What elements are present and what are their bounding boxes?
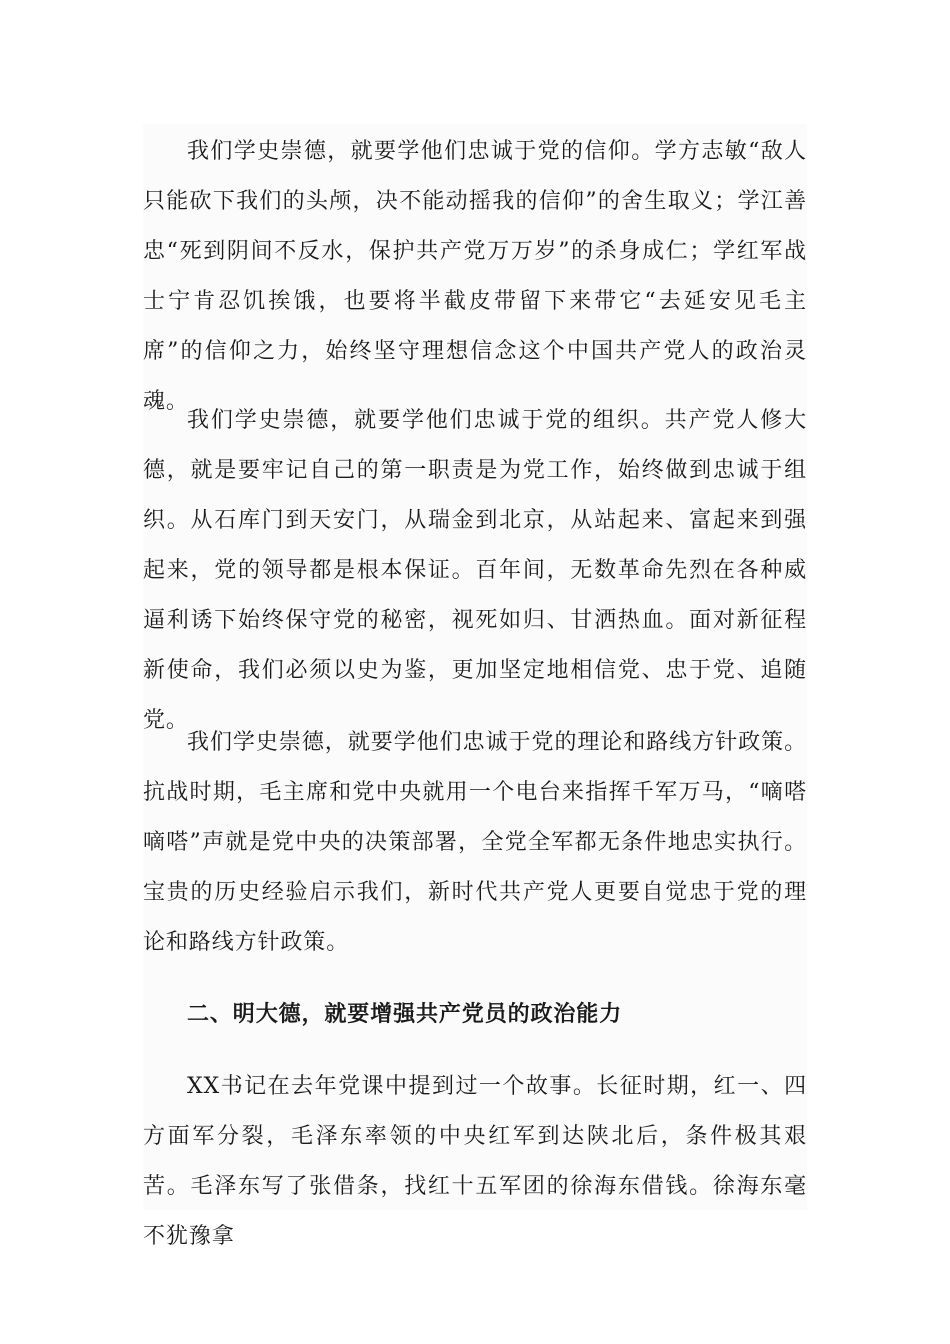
document-text-block [143, 124, 807, 1249]
paragraph-organization: 我们学史崇德，就要学他们忠诚于党的组织。共产党人修大德，就是要牢记自己的第一职责是为党工作，始终做到忠诚于组织。从石库门到天安门，从瑞金到北京，从站起来、富起来到强起来，党的领导都是根本保证。百年间，无数革命先烈在各种威逼利诱下始终保守党的秘密，视死如归、甘洒热血。面对新征程新使命，我们必须以史为鉴，更加坚定地相信党、忠于党、追随党。 [143, 408, 807, 733]
paragraph-faith: 我们学史崇德，就要学他们忠诚于党的信仰。学方志敏“敌人只能砍下我们的头颅，决不能动摇我的信仰”的舍生取义；学江善忠“死到阴间不反水，保护共产党万万岁”的杀身成仁；学红军战士宁肯忍饥挨饿，也要将半截皮带留下来带它“去延安见毛主席”的信仰之力，始终坚守理想信念这个中国共产党人的政治灵魂。 [143, 139, 807, 414]
section-heading: 二、明大德，就要增强共产党员的政治能力 [187, 1002, 623, 1027]
paragraph-story: XX书记在去年党课中提到过一个故事。长征时期，红一、四方面军分裂，毛泽东率领的中央红军到达陕北后，条件极其艰苦。毛泽东写了张借条，找红十五军团的徐海东借钱。徐海东毫不犹豫拿 [143, 1074, 807, 1249]
paragraph-theory: 我们学史崇德，就要学他们忠诚于党的理论和路线方针政策。抗战时期，毛主席和党中央就用一个电台来指挥千军万马，“嘀嗒嘀嗒”声就是党中央的决策部署，全党全军都无条件地忠实执行。宝贵的历史经验启示我们，新时代共产党人更要自觉忠于党的理论和路线方针政策。 [143, 730, 807, 955]
